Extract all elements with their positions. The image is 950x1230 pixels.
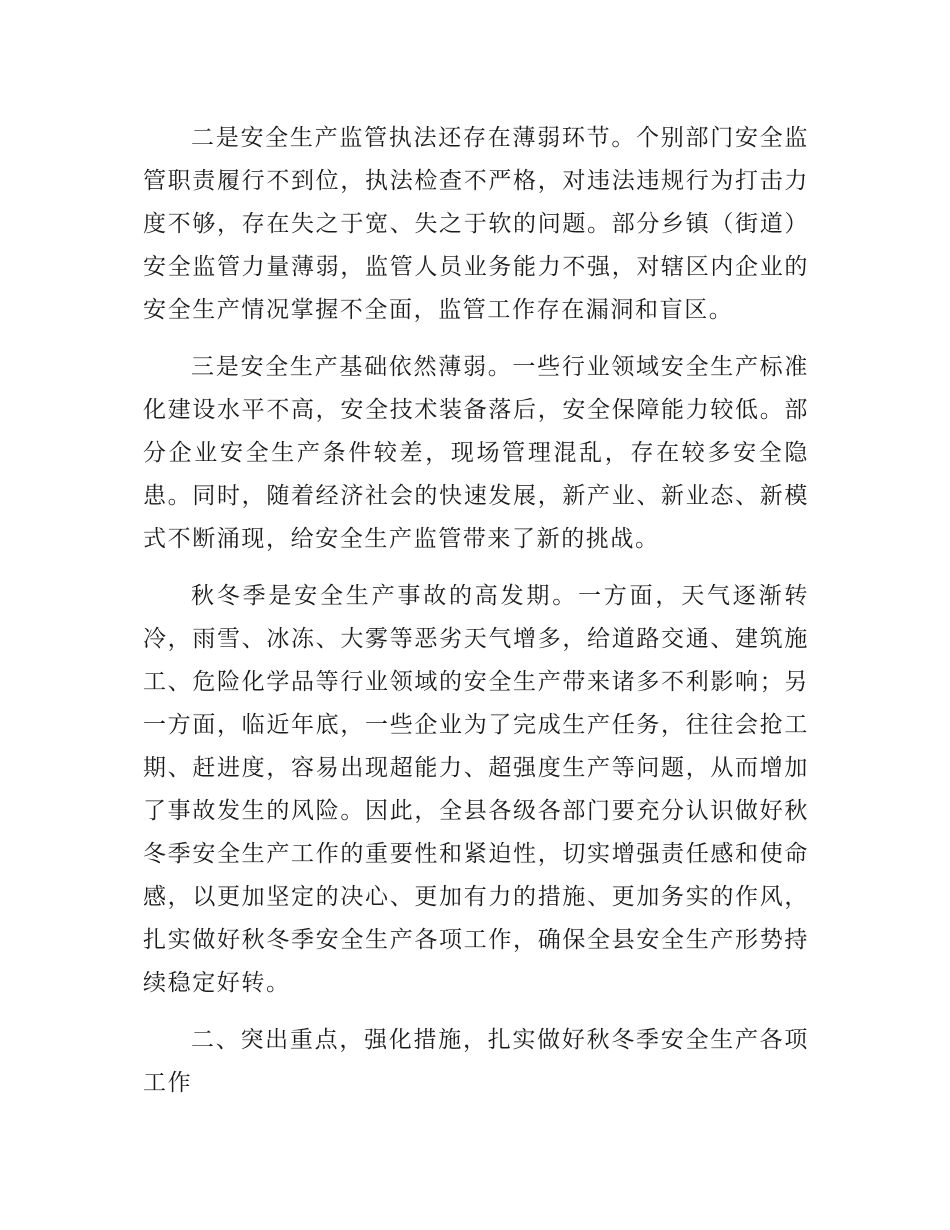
paragraph-supervision-weakness: 二是安全生产监管执法还存在薄弱环节。个别部门安全监管职责履行不到位，执法检查不严格，对违法违规行为打击力度不够，存在失之于宽、失之于软的问题。部分乡镇（街道）安全监管力量薄弱，监管人员业务能力不强，对辖区内企业的安全生产情况掌握不全面，监管工作存在漏洞和盲区。	[143, 125, 809, 323]
paragraph-autumn-winter-risk: 秋冬季是安全生产事故的高发期。一方面，天气逐渐转冷，雨雪、冰冻、大雾等恶劣天气增多，给道路交通、建筑施工、危险化学品等行业领域的安全生产带来诸多不利影响；另一方面，临近年底，一些企业为了完成生产任务，往往会抢工期、赶进度，容易出现超能力、超强度生产等问题，从而增加了事故发生的风险。因此，全县各级各部门要充分认识做好秋冬季安全生产工作的重要性和紧迫性，切实增强责任感和使命感，以更加坚定的决心、更加有力的措施、更加务实的作风，扎实做好秋冬季安全生产各项工作，确保全县安全生产形势持续稳定好转。	[143, 583, 809, 996]
section-heading: 二、突出重点，强化措施，扎实做好秋冬季安全生产各项工作	[143, 1027, 809, 1096]
paragraph-foundation-weakness: 三是安全生产基础依然薄弱。一些行业领域安全生产标准化建设水平不高，安全技术装备落后，安全保障能力较低。部分企业安全生产条件较差，现场管理混乱，存在较多安全隐患。同时，随着经济社会的快速发展，新产业、新业态、新模式不断涌现，给安全生产监管带来了新的挑战。	[143, 354, 809, 552]
document-page	[143, 117, 809, 1105]
